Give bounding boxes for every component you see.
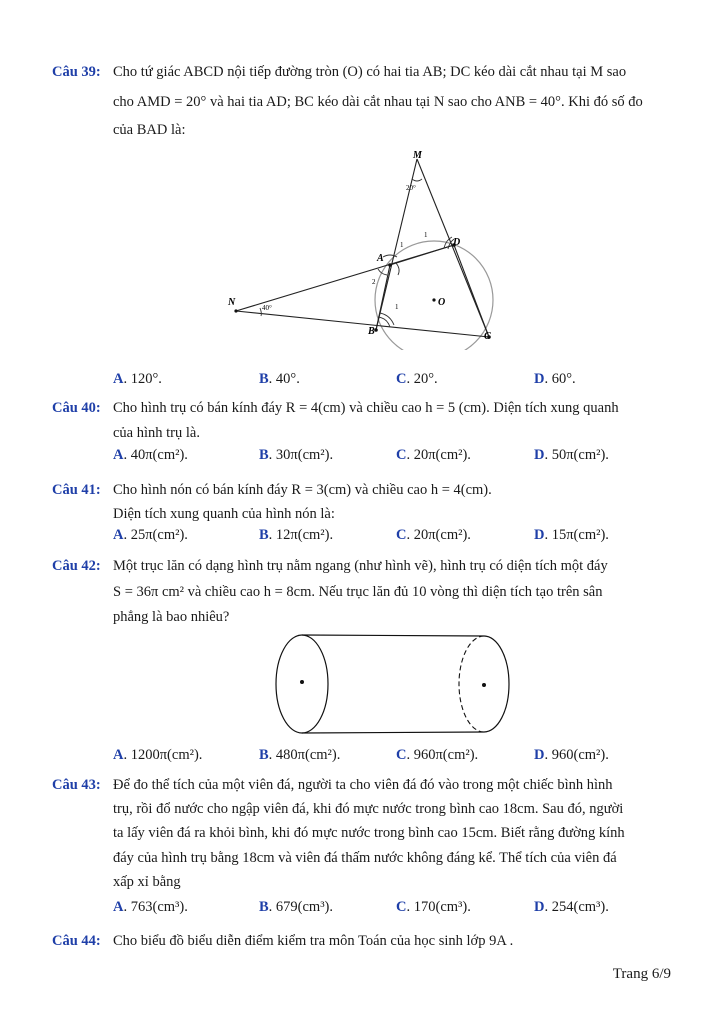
question-text-line: phẳng là bao nhiêu?	[113, 609, 230, 625]
point-label-b: B	[368, 326, 375, 337]
option-b[interactable]: B. 679(cm³).	[259, 899, 334, 915]
option-a[interactable]: A. 1200π(cm²).	[113, 747, 203, 763]
option-c[interactable]: C. 960π(cm²).	[396, 747, 479, 763]
option-d[interactable]: D. 15π(cm²).	[534, 527, 609, 543]
option-a[interactable]: A. 25π(cm²).	[113, 527, 188, 543]
question-text-line: S = 36π cm² và chiều cao h = 8cm. Nếu trục lăn đủ 10 vòng thì diện tích tạo trên sân	[113, 584, 603, 600]
angle-label-a2: 2	[372, 278, 376, 286]
option-d[interactable]: D. 254(cm³).	[534, 899, 609, 915]
angle-label-b1: 1	[395, 303, 399, 311]
question-text-line: cho AMD = 20° và hai tia AD; BC kéo dài cắt nhau tại N sao cho ANB = 40°. Khi đó số đo	[113, 94, 643, 110]
question-number: Câu 40:	[52, 400, 101, 416]
option-c[interactable]: C. 170(cm³).	[396, 899, 471, 915]
option-a[interactable]: A. 120°.	[113, 371, 162, 387]
option-b[interactable]: B. 12π(cm²).	[259, 527, 334, 543]
question-number: Câu 42:	[52, 558, 101, 574]
option-c[interactable]: C. 20π(cm²).	[396, 447, 471, 463]
angle-label-d1: 1	[424, 231, 428, 239]
option-b[interactable]: B. 30π(cm²).	[259, 447, 334, 463]
point-label-a: A	[377, 253, 384, 264]
question-text-line: trụ, rồi đổ nước cho ngập viên đá, khi đó mực nước trong bình cao 18cm. Sau đó, người	[113, 801, 624, 817]
question-text-line: Một trục lăn có dạng hình trụ nằm ngang (như hình vẽ), hình trụ có diện tích một đáy	[113, 558, 608, 574]
question-number: Câu 41:	[52, 482, 101, 498]
page-number: Trang 6/9	[612, 966, 671, 982]
question-text-line: Cho hình trụ có bán kính đáy R = 4(cm) và chiều cao h = 5 (cm). Diện tích xung quanh	[113, 400, 619, 416]
angle-label-n: 40°	[262, 304, 272, 312]
option-b[interactable]: B. 480π(cm²).	[259, 747, 341, 763]
q39-geometry-figure	[220, 145, 510, 350]
question-text-line: đáy của hình trụ bằng 18cm và viên đá thấm nước không đáng kể. Thể tích của viên đá	[113, 850, 617, 866]
option-a[interactable]: A. 763(cm³).	[113, 899, 188, 915]
point-label-m: M	[413, 150, 422, 161]
option-b[interactable]: B. 40°.	[259, 371, 300, 387]
point-label-c: C	[484, 331, 491, 342]
q42-cylinder-figure	[272, 628, 514, 738]
question-number: Câu 43:	[52, 777, 101, 793]
question-text-line: Cho biểu đồ biểu diễn điểm kiểm tra môn Toán của học sinh lớp 9A .	[113, 933, 514, 949]
point-label-o: O	[438, 297, 446, 308]
question-text-line: Diện tích xung quanh của hình nón là:	[113, 506, 335, 522]
question-text-line: của BAD là:	[113, 122, 186, 138]
question-text-line: ta lấy viên đá ra khỏi bình, khi đó mực nước trong bình cao 15cm. Biết rằng đường kính	[113, 825, 625, 841]
question-number: Câu 39:	[52, 64, 101, 80]
option-c[interactable]: C. 20°.	[396, 371, 438, 387]
option-c[interactable]: C. 20π(cm²).	[396, 527, 471, 543]
question-text-line: của hình trụ là.	[113, 425, 200, 441]
question-text-line: Cho hình nón có bán kính đáy R = 3(cm) và chiều cao h = 4(cm).	[113, 482, 492, 498]
angle-label-m: 20°	[406, 184, 416, 192]
question-text-line: Cho tứ giác ABCD nội tiếp đường tròn (O) có hai tia AB; DC kéo dài cắt nhau tại M sao	[113, 64, 627, 80]
question-number: Câu 44:	[52, 933, 101, 949]
question-text-line: xấp xỉ bằng	[113, 874, 181, 890]
point-label-n: N	[228, 297, 236, 308]
option-d[interactable]: D. 60°.	[534, 371, 576, 387]
option-d[interactable]: D. 960(cm²).	[534, 747, 609, 763]
point-label-d: D	[453, 237, 461, 248]
question-text-line: Để đo thể tích của một viên đá, người ta cho viên đá đó vào trong một chiếc bình hình	[113, 777, 613, 793]
option-d[interactable]: D. 50π(cm²).	[534, 447, 609, 463]
angle-label-a1: 1	[400, 241, 404, 249]
option-a[interactable]: A. 40π(cm²).	[113, 447, 188, 463]
